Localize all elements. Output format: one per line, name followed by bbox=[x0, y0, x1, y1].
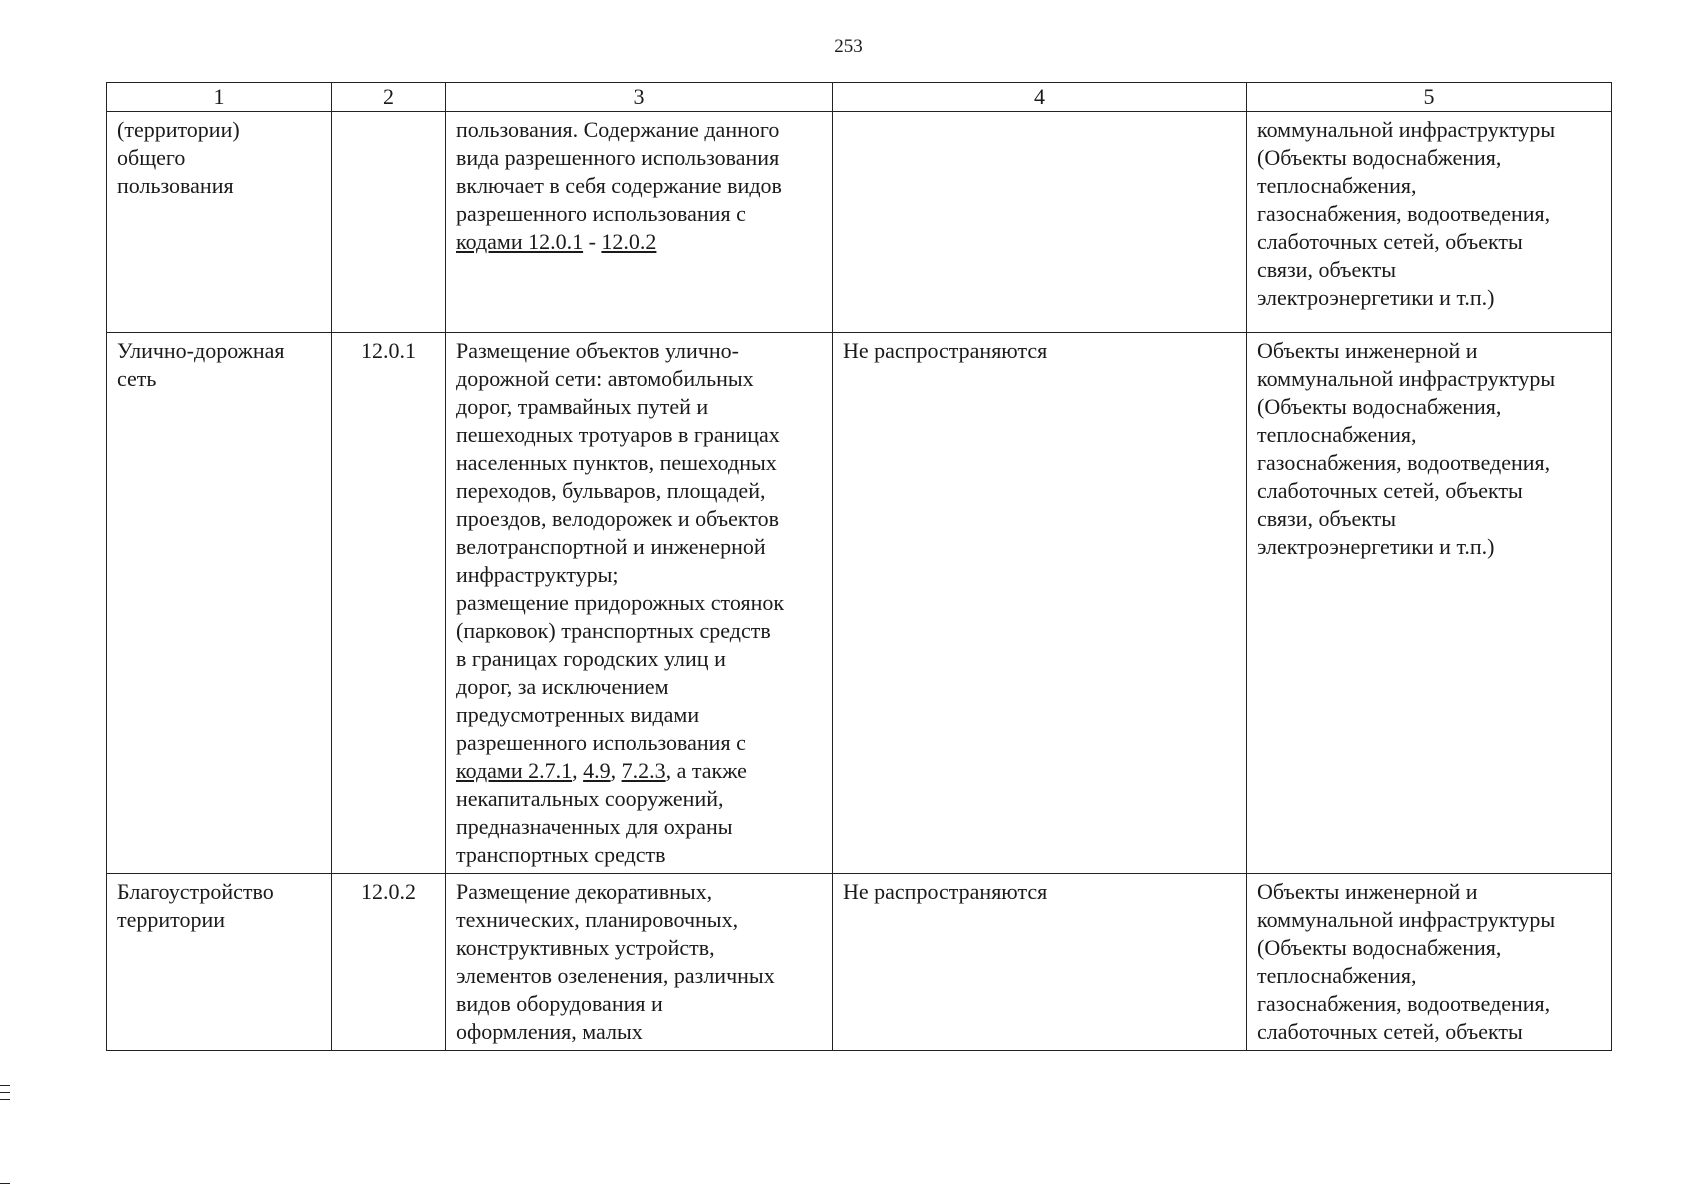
code-link-12-0-2[interactable]: 12.0.2 bbox=[601, 229, 657, 254]
row-3-description: Размещение декоративных, технических, планировочных, конструктивных устройств, элементов озеленения, различных видов оборудования и оформления, малых bbox=[446, 874, 833, 1051]
code-link-2-7-1[interactable]: кодами 2.7.1 bbox=[456, 758, 573, 783]
code-link-4-9[interactable]: 4.9 bbox=[583, 758, 611, 783]
table-row bbox=[107, 874, 1612, 1051]
table-row bbox=[107, 333, 1612, 874]
table-header-row bbox=[107, 83, 1612, 112]
column-header-3: 3 bbox=[446, 83, 833, 112]
column-header-2: 2 bbox=[332, 83, 446, 112]
row-2-name: Улично-дорожная сеть bbox=[107, 333, 332, 874]
column-header-5: 5 bbox=[1247, 83, 1612, 112]
row-1-description: пользования. Содержание данного вида разрешенного использования включает в себя содержание видов разрешенного использования с кодами 12.0.1 - 12.0.2 bbox=[446, 112, 833, 333]
row-1-objects: коммунальной инфраструктуры (Объекты водоснабжения, теплоснабжения, газоснабжения, водоотведения, слаботочных сетей, объекты связи, объекты электроэнергетики и т.п.) bbox=[1247, 112, 1612, 333]
row-2-description: Размещение объектов улично- дорожной сети: автомобильных дорог, трамвайных путей и пешеходных тротуаров в границах населенных пунктов, пешеходных переходов, бульваров, площадей, проездов, велодорожек и объектов велотранспортной и инженерной инфраструктуры; размещение придорожных стоянок (парковок) транспортных средств в границах городских улиц и дорог, за исключением предусмотренных видами разрешенного использования с кодами 2.7.1, 4.9, 7.2.3, а также некапитальных сооружений, предназначенных для охраны транспортных средств bbox=[446, 333, 833, 874]
row-1-code bbox=[332, 112, 446, 333]
table-row bbox=[107, 112, 1612, 333]
row-3-name: Благоустройство территории bbox=[107, 874, 332, 1051]
row-3-code: 12.0.2 bbox=[332, 874, 446, 1051]
margin-mark bbox=[0, 1092, 10, 1093]
row-2-objects: Объекты инженерной и коммунальной инфраструктуры (Объекты водоснабжения, теплоснабжения, газоснабжения, водоотведения, слаботочных сетей, объекты связи, объекты электроэнергетики и т.п.) bbox=[1247, 333, 1612, 874]
page-number: 253 bbox=[834, 36, 863, 57]
margin-mark bbox=[0, 1085, 10, 1086]
row-3-restrictions: Не распространяются bbox=[833, 874, 1247, 1051]
row-2-code: 12.0.1 bbox=[332, 333, 446, 874]
row-2-restrictions: Не распространяются bbox=[833, 333, 1247, 874]
land-use-table bbox=[106, 82, 1612, 1051]
row-1-name: (территории) общего пользования bbox=[107, 112, 332, 333]
margin-mark bbox=[0, 1099, 10, 1100]
column-header-4: 4 bbox=[833, 83, 1247, 112]
code-link-12-0-1[interactable]: кодами 12.0.1 bbox=[456, 229, 584, 254]
row-3-objects: Объекты инженерной и коммунальной инфраструктуры (Объекты водоснабжения, теплоснабжения, газоснабжения, водоотведения, слаботочных сетей, объекты bbox=[1247, 874, 1612, 1051]
column-header-1: 1 bbox=[107, 83, 332, 112]
code-link-7-2-3[interactable]: 7.2.3 bbox=[621, 758, 666, 783]
margin-mark bbox=[0, 1183, 10, 1184]
row-1-restrictions bbox=[833, 112, 1247, 333]
